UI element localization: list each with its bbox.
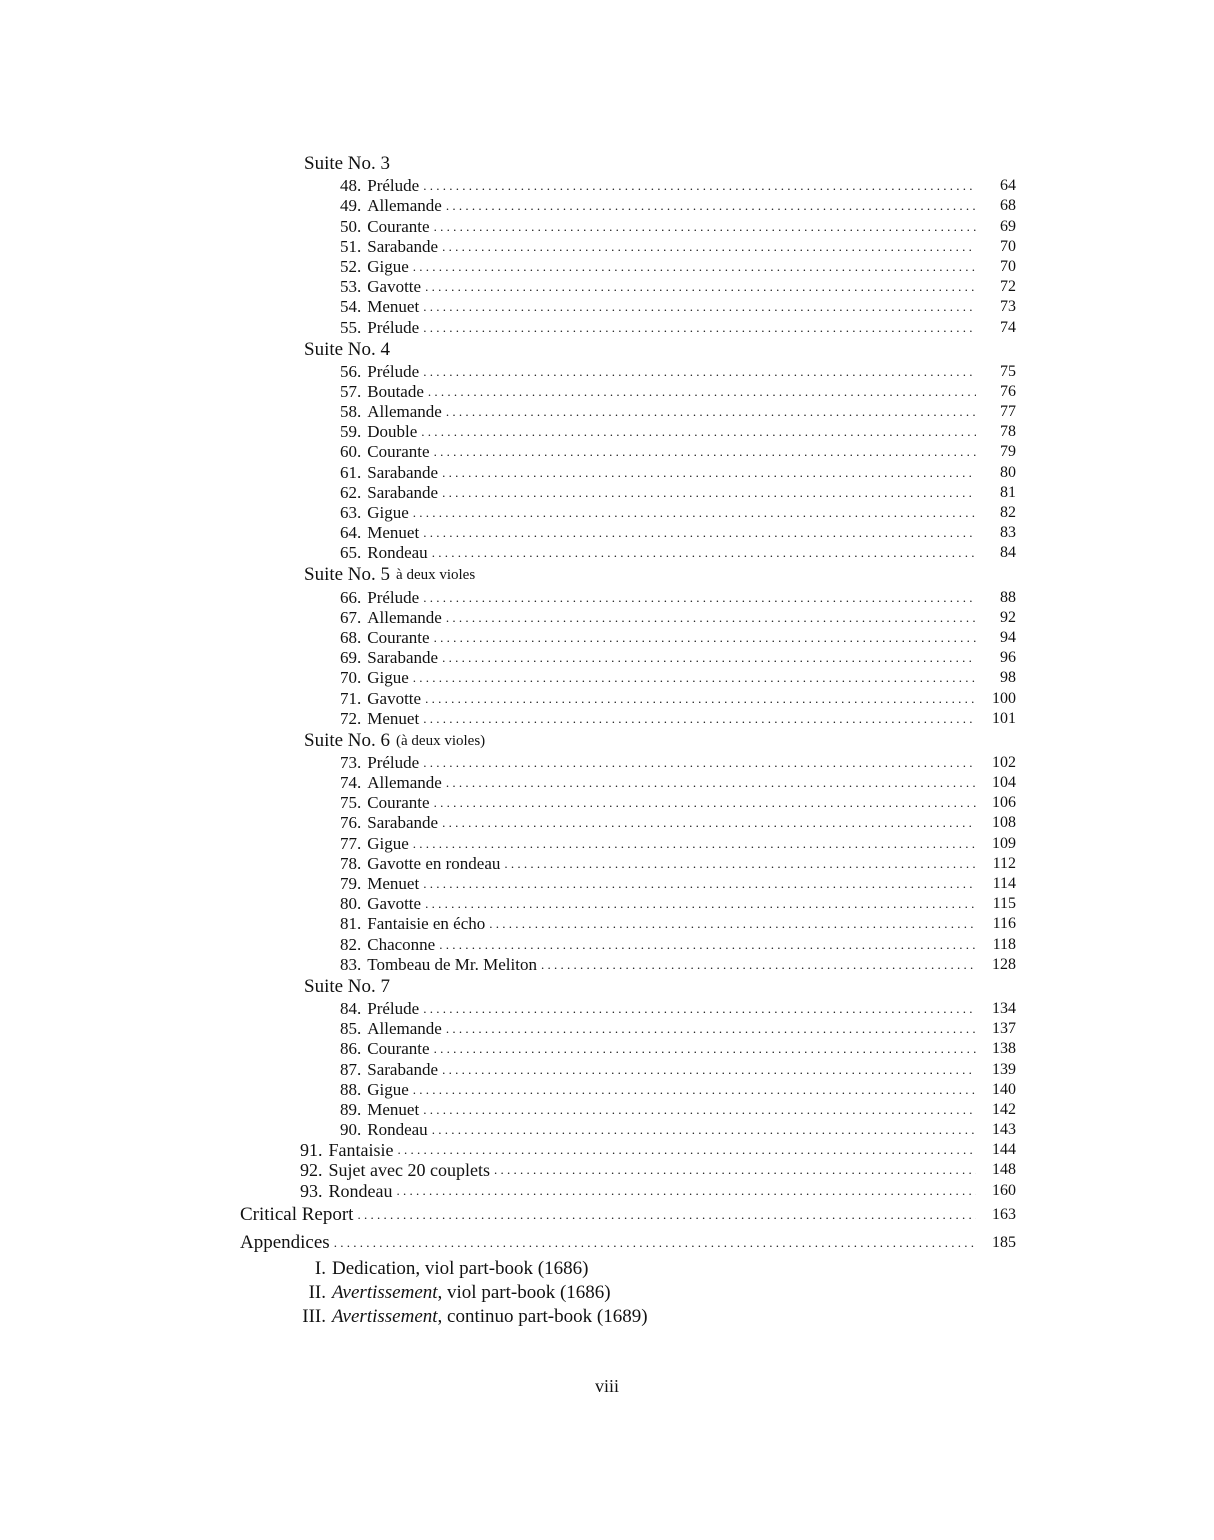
- entry-title: Fantaisie: [328, 1140, 394, 1161]
- toc-entry[interactable]: [240, 753, 1016, 773]
- entry-page-number: 108: [992, 814, 1016, 832]
- suite-heading: [240, 563, 1016, 587]
- dot-leader: [423, 318, 976, 338]
- entry-number: 75.: [340, 793, 362, 813]
- dot-leader: [434, 793, 976, 813]
- toc-entry[interactable]: [240, 402, 1016, 422]
- dot-leader: [423, 999, 976, 1019]
- suite-heading: [240, 975, 1016, 999]
- entry-page-number: 163: [992, 1205, 1016, 1223]
- entry-page-number: 69: [1000, 217, 1016, 235]
- entry-number: 53.: [340, 277, 362, 297]
- entry-page-number: 98: [1000, 669, 1016, 687]
- entry-number: 61.: [340, 462, 362, 482]
- entry-number: 63.: [340, 503, 362, 522]
- entry-page-number: 92: [1000, 608, 1016, 626]
- entry-number: 93.: [300, 1180, 323, 1201]
- entry-title: Prélude: [367, 752, 420, 772]
- entry-title: Sarabande: [367, 1059, 439, 1079]
- entry-number: 89.: [340, 1099, 362, 1119]
- entry-title: Prélude: [367, 361, 420, 381]
- toc-entry[interactable]: [240, 688, 1016, 708]
- entry-number: 55.: [340, 317, 362, 337]
- entry-title: Gavotte: [367, 688, 422, 708]
- appendix-title: Dedication, viol part-book (1686): [332, 1257, 589, 1279]
- entry-title: Courante: [367, 1039, 430, 1059]
- dot-leader: [423, 176, 976, 196]
- toc-entry[interactable]: [240, 1120, 1016, 1140]
- dot-leader: [442, 237, 976, 257]
- entry-number: 60.: [340, 442, 362, 462]
- appendix-entry[interactable]: [240, 1281, 1016, 1305]
- entry-number: 73.: [340, 752, 362, 772]
- toc-entry[interactable]: [240, 648, 1016, 668]
- dot-leader: [423, 874, 976, 894]
- entry-title: Rondeau: [367, 1120, 428, 1140]
- entry-title: Menuet: [367, 874, 420, 893]
- entry-number: 48.: [340, 176, 362, 196]
- entry-title: Courante: [367, 627, 430, 647]
- dot-leader: [434, 217, 976, 237]
- entry-title: Appendices: [240, 1231, 330, 1253]
- entry-page-number: 112: [992, 854, 1016, 872]
- entry-page-number: 68: [1000, 197, 1016, 215]
- suite-title: Suite No. 3: [304, 153, 391, 174]
- entry-title: Allemande: [367, 773, 442, 793]
- dot-leader: [413, 257, 976, 277]
- dot-leader: [446, 1019, 976, 1039]
- entry-number: 50.: [340, 216, 362, 236]
- toc-entry[interactable]: [240, 483, 1016, 503]
- entry-page-number: 73: [1000, 298, 1016, 316]
- entry-number: 67.: [340, 607, 362, 627]
- dot-leader: [446, 196, 976, 216]
- entry-number: 57.: [340, 381, 362, 401]
- dot-leader: [357, 1201, 976, 1229]
- dot-leader: [425, 894, 976, 914]
- entry-title: Sarabande: [367, 236, 439, 256]
- dot-leader: [489, 914, 976, 934]
- entry-number: 69.: [340, 648, 362, 668]
- dot-leader: [442, 1060, 976, 1080]
- entry-page-number: 70: [1000, 257, 1016, 275]
- entry-number: 64.: [340, 523, 362, 543]
- dot-leader: [334, 1229, 976, 1257]
- entry-title: Gigue: [367, 833, 409, 853]
- entry-title: Rondeau: [367, 543, 428, 563]
- dot-leader: [423, 588, 976, 608]
- dot-leader: [434, 442, 976, 462]
- appendix-title: , viol part-book (1686): [437, 1281, 611, 1303]
- entry-number: 49.: [340, 196, 362, 216]
- entry-title: Sarabande: [367, 648, 439, 668]
- entry-title: Sarabande: [367, 482, 439, 502]
- suite-title: Suite No. 4: [304, 338, 391, 360]
- dot-leader: [413, 503, 976, 523]
- entry-number: 71.: [340, 688, 362, 708]
- dot-leader: [423, 362, 976, 382]
- entry-title: Courante: [367, 216, 430, 236]
- entry-title: Prélude: [367, 998, 420, 1018]
- entry-page-number: 116: [992, 915, 1016, 933]
- toc-entry[interactable]: [240, 196, 1016, 216]
- entry-page-number: 81: [1000, 483, 1016, 501]
- toc-entry[interactable]: [240, 1059, 1016, 1079]
- entry-title: Courante: [367, 442, 430, 462]
- entry-number: 85.: [340, 1019, 362, 1039]
- entry-page-number: 82: [1000, 504, 1016, 521]
- suite-heading: [240, 338, 1016, 362]
- entry-page-number: 139: [992, 1060, 1016, 1078]
- entry-number: 66.: [340, 587, 362, 607]
- appendix-number: II.: [308, 1281, 326, 1303]
- toc-entry[interactable]: [240, 587, 1016, 607]
- toc-entry[interactable]: [240, 1229, 1016, 1257]
- dot-leader: [442, 483, 976, 503]
- entry-title: Gavotte en rondeau: [367, 853, 501, 873]
- toc-entry[interactable]: [240, 176, 1016, 196]
- dot-leader: [432, 543, 976, 563]
- entry-title: Courante: [367, 793, 430, 813]
- dot-leader: [434, 1039, 976, 1059]
- entry-title: Prélude: [367, 587, 420, 607]
- dot-leader: [413, 668, 976, 688]
- toc-entry[interactable]: [240, 668, 1016, 688]
- entry-number: 84.: [340, 998, 362, 1018]
- toc-entry[interactable]: [240, 999, 1016, 1019]
- entry-title: Sarabande: [367, 813, 439, 833]
- entry-number: 76.: [340, 813, 362, 833]
- toc-entry[interactable]: [240, 216, 1016, 236]
- dot-leader: [425, 277, 976, 297]
- entry-title: Chaconne: [367, 934, 436, 954]
- entry-title: Critical Report: [240, 1203, 354, 1225]
- toc-entry[interactable]: [240, 257, 1016, 277]
- dot-leader: [442, 813, 976, 833]
- entry-title: Tombeau de Mr. Meliton: [367, 954, 537, 974]
- entry-page-number: 137: [992, 1020, 1016, 1038]
- entry-number: 70.: [340, 668, 362, 688]
- appendix-title: , continuo part-book (1689): [437, 1305, 648, 1327]
- entry-number: 82.: [340, 934, 362, 954]
- entry-title: Gavotte: [367, 894, 422, 914]
- entry-number: 90.: [340, 1120, 362, 1140]
- toc-entry[interactable]: [240, 709, 1016, 729]
- dot-leader: [442, 648, 976, 668]
- toc-entry[interactable]: [240, 894, 1016, 914]
- toc-entry[interactable]: [240, 1039, 1016, 1059]
- entry-title: Double: [367, 422, 418, 442]
- toc-entry[interactable]: [240, 523, 1016, 543]
- entry-page-number: 185: [992, 1233, 1016, 1251]
- entry-page-number: 144: [992, 1141, 1016, 1159]
- entry-title: Gigue: [367, 256, 409, 276]
- toc-entry[interactable]: [240, 608, 1016, 628]
- entry-page-number: 101: [992, 709, 1016, 727]
- dot-leader: [504, 854, 976, 874]
- dot-leader: [446, 773, 976, 793]
- toc-entry[interactable]: [240, 1160, 1016, 1180]
- entry-page-number: 96: [1000, 649, 1016, 667]
- entry-page-number: 128: [992, 955, 1016, 973]
- entry-page-number: 142: [992, 1100, 1016, 1118]
- dot-leader: [413, 1080, 976, 1100]
- suite-heading: [240, 152, 1016, 176]
- toc-entry[interactable]: [240, 793, 1016, 813]
- toc-entry[interactable]: [240, 1019, 1016, 1039]
- entry-number: 52.: [340, 256, 362, 276]
- suite-title: Suite No. 6: [304, 729, 391, 751]
- entry-page-number: 64: [1000, 177, 1016, 195]
- toc-entry[interactable]: [240, 833, 1016, 853]
- entry-number: 54.: [340, 297, 362, 317]
- entry-page-number: 109: [992, 834, 1016, 852]
- entry-title: Allemande: [367, 402, 442, 422]
- suite-subtitle: (à deux violes): [396, 732, 486, 749]
- toc-entry[interactable]: [240, 773, 1016, 793]
- toc-entry[interactable]: [240, 237, 1016, 257]
- entry-page-number: 100: [992, 689, 1016, 707]
- toc-entry[interactable]: [240, 503, 1016, 523]
- entry-page-number: 143: [992, 1121, 1016, 1139]
- entry-number: 86.: [340, 1039, 362, 1059]
- entry-title: Boutade: [367, 381, 424, 401]
- toc-entry[interactable]: [240, 934, 1016, 954]
- toc-entry[interactable]: [240, 955, 1016, 975]
- entry-title: Allemande: [367, 1019, 442, 1039]
- entry-title: Prélude: [367, 317, 420, 337]
- entry-page-number: 88: [1000, 588, 1016, 606]
- entry-number: 79.: [340, 874, 362, 893]
- dot-leader: [413, 834, 976, 854]
- dot-leader: [423, 297, 976, 317]
- dot-leader: [423, 709, 976, 729]
- entry-number: 83.: [340, 954, 362, 974]
- entry-page-number: 148: [992, 1161, 1016, 1179]
- entry-number: 62.: [340, 482, 362, 502]
- entry-title: Allemande: [367, 196, 442, 216]
- entry-number: 91.: [300, 1140, 323, 1161]
- dot-leader: [432, 1120, 976, 1140]
- entry-number: 59.: [340, 422, 362, 442]
- entry-title: Gigue: [367, 1079, 409, 1099]
- dot-leader: [423, 1100, 976, 1120]
- entry-number: 92.: [300, 1160, 323, 1181]
- toc-entry[interactable]: [240, 1140, 1016, 1160]
- entry-page-number: 70: [1000, 237, 1016, 255]
- entry-title: Menuet: [367, 523, 420, 543]
- dot-leader: [423, 523, 976, 543]
- entry-page-number: 72: [1000, 278, 1016, 296]
- toc-entry[interactable]: [240, 362, 1016, 382]
- entry-number: 77.: [340, 833, 362, 853]
- toc-entry[interactable]: [240, 1100, 1016, 1120]
- dot-leader: [396, 1181, 976, 1201]
- suite-title: Suite No. 5: [304, 564, 391, 586]
- suite-heading: [240, 729, 1016, 753]
- entry-title: Sujet avec 20 couplets: [328, 1160, 490, 1181]
- table-of-contents: [240, 152, 1016, 1329]
- entry-title: Allemande: [367, 607, 442, 627]
- entry-title: Rondeau: [328, 1180, 393, 1201]
- entry-number: 56.: [340, 361, 362, 381]
- toc-entry[interactable]: [240, 914, 1016, 934]
- toc-entry[interactable]: [240, 1201, 1016, 1229]
- dot-leader: [541, 955, 976, 975]
- entry-number: 80.: [340, 894, 362, 914]
- entry-title: Fantaisie en écho: [367, 914, 486, 934]
- entry-page-number: 76: [1000, 382, 1016, 400]
- dot-leader: [423, 753, 976, 773]
- entry-title: Sarabande: [367, 462, 439, 482]
- toc-entry[interactable]: [240, 317, 1016, 337]
- dot-leader: [494, 1160, 976, 1180]
- entry-number: 58.: [340, 402, 362, 422]
- appendix-entry[interactable]: [240, 1305, 1016, 1329]
- entry-number: 74.: [340, 773, 362, 793]
- entry-number: 81.: [340, 914, 362, 934]
- toc-entry[interactable]: [240, 854, 1016, 874]
- entry-number: 78.: [340, 853, 362, 873]
- toc-entry[interactable]: [240, 382, 1016, 402]
- entry-page-number: 75: [1000, 362, 1016, 380]
- toc-entry[interactable]: [240, 297, 1016, 317]
- entry-title: Gigue: [367, 668, 409, 688]
- entry-page-number: 138: [992, 1040, 1016, 1058]
- entry-title: Gigue: [367, 503, 409, 522]
- entry-page-number: 79: [1000, 443, 1016, 461]
- appendix-number: I.: [314, 1257, 326, 1279]
- entry-number: 51.: [340, 236, 362, 256]
- entry-page-number: 83: [1000, 524, 1016, 542]
- appendix-number: III.: [302, 1305, 326, 1327]
- entry-title: Menuet: [367, 708, 420, 728]
- suite-title: Suite No. 7: [304, 975, 391, 997]
- entry-number: 87.: [340, 1059, 362, 1079]
- entry-page-number: 78: [1000, 423, 1016, 441]
- page-number: viii: [594, 1376, 619, 1396]
- toc-entry[interactable]: [240, 442, 1016, 462]
- dot-leader: [434, 628, 976, 648]
- toc-entry[interactable]: [240, 1180, 1016, 1200]
- dot-leader: [421, 422, 976, 442]
- entry-page-number: 140: [992, 1080, 1016, 1098]
- entry-page-number: 84: [1000, 544, 1016, 562]
- entry-title: Menuet: [367, 1099, 420, 1119]
- toc-entry[interactable]: [240, 462, 1016, 482]
- toc-entry[interactable]: [240, 874, 1016, 894]
- dot-leader: [442, 463, 976, 483]
- entry-number: 72.: [340, 708, 362, 728]
- toc-entry[interactable]: [240, 543, 1016, 563]
- dot-leader: [425, 689, 976, 709]
- toc-entry[interactable]: [240, 1080, 1016, 1100]
- dot-leader: [428, 382, 976, 402]
- entry-title: Prélude: [367, 176, 420, 196]
- entry-page-number: 80: [1000, 463, 1016, 481]
- entry-number: 88.: [340, 1079, 362, 1099]
- entry-title: Menuet: [367, 297, 420, 317]
- entry-page-number: 104: [992, 774, 1016, 792]
- entry-number: 65.: [340, 543, 362, 563]
- entry-page-number: 102: [992, 753, 1016, 771]
- entry-page-number: 106: [992, 794, 1016, 812]
- appendix-entry[interactable]: [240, 1257, 1016, 1281]
- dot-leader: [439, 935, 976, 955]
- toc-entry[interactable]: [240, 277, 1016, 297]
- entry-page-number: 115: [992, 895, 1016, 913]
- entry-page-number: 74: [1000, 318, 1016, 336]
- dot-leader: [446, 608, 976, 628]
- toc-entry[interactable]: [240, 813, 1016, 833]
- entry-title: Gavotte: [367, 277, 422, 297]
- suite-subtitle: à deux violes: [396, 567, 476, 584]
- entry-number: 68.: [340, 627, 362, 647]
- entry-page-number: 160: [992, 1181, 1016, 1199]
- appendix-italic-title: Avertissement: [332, 1281, 438, 1303]
- entry-page-number: 134: [992, 999, 1016, 1017]
- entry-page-number: 118: [992, 935, 1016, 953]
- toc-entry[interactable]: [240, 422, 1016, 442]
- entry-page-number: 114: [992, 875, 1016, 892]
- entry-page-number: 94: [1000, 628, 1016, 646]
- dot-leader: [398, 1140, 977, 1160]
- appendix-italic-title: Avertissement: [332, 1305, 438, 1327]
- dot-leader: [446, 402, 976, 422]
- toc-entry[interactable]: [240, 628, 1016, 648]
- entry-page-number: 77: [1000, 403, 1016, 421]
